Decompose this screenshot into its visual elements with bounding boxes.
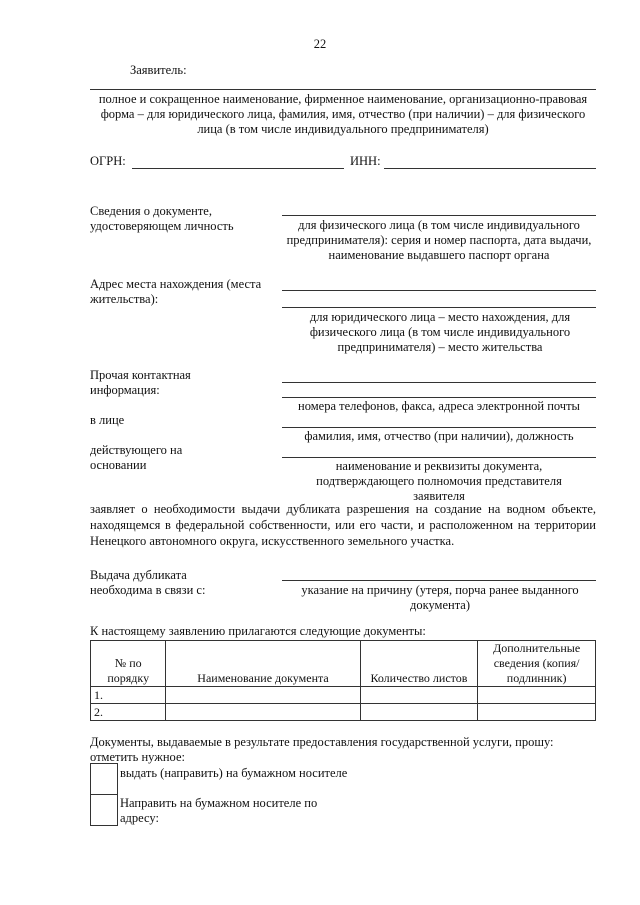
inn-label: ИНН: <box>350 154 381 168</box>
row-1-number: 1. <box>91 687 166 704</box>
table-row <box>91 687 596 704</box>
option-2-checkbox[interactable] <box>90 794 118 826</box>
person-caption: фамилия, имя, отчество (при наличии), должность <box>304 429 574 443</box>
applicant-caption: полное и сокращенное наименование, фирменное наименование, организационно-правовая форма – для юридического лица, фамилия, имя, отчество (при наличии) – для физического лица (в том числе индивидуального предпринимателя) <box>98 92 588 136</box>
contact-caption: номера телефонов, факса, адреса электронной почты <box>298 399 580 413</box>
address-line-1 <box>282 290 596 291</box>
id-doc-caption: для физического лица (в том числе индивидуального предпринимателя): серия и номер паспорта, дата выдачи, наименование выдавшего паспорт органа <box>286 218 592 262</box>
applicant-line <box>90 89 596 90</box>
header-doc-name: Наименование документа <box>166 641 360 687</box>
row-1-doc-name[interactable] <box>166 687 360 704</box>
basis-label: действующего на основании <box>90 443 183 472</box>
basis-line <box>282 457 596 458</box>
option-2-label: Направить на бумажном носителе по адресу: <box>120 796 318 825</box>
address-line-2 <box>282 307 596 308</box>
attachments-intro: К настоящему заявлению прилагаются следующие документы: <box>90 624 426 638</box>
table-row <box>91 704 596 721</box>
reason-line <box>282 580 596 581</box>
row-2-sheets[interactable] <box>360 704 478 721</box>
delivery-intro: Документы, выдаваемые в результате предоставления государственной услуги, прошу: отметить нужное: <box>90 735 554 764</box>
reason-caption: указание на причину (утеря, порча ранее выданного документа) <box>301 583 579 612</box>
address-label: Адрес места нахождения (места жительства): <box>90 277 262 306</box>
ogrn-field <box>132 168 344 169</box>
inn-field <box>384 168 596 169</box>
page-number: 22 <box>313 37 327 51</box>
option-1-label: выдать (направить) на бумажном носителе <box>120 766 348 780</box>
row-1-sheets[interactable] <box>360 687 478 704</box>
contact-label: Прочая контактная информация: <box>90 368 191 397</box>
header-number: № по порядку <box>91 641 166 687</box>
table-header-row <box>91 641 596 687</box>
option-1-checkbox[interactable] <box>90 763 118 795</box>
reason-label: Выдача дубликата необходима в связи с: <box>90 568 206 597</box>
row-1-extra[interactable] <box>478 687 596 704</box>
header-sheets: Количество листов <box>360 641 478 687</box>
id-doc-line <box>282 215 596 216</box>
basis-caption: наименование и реквизиты документа, подтверждающего полномочия представителя заявителя <box>316 459 562 503</box>
header-extra: Дополнительные сведения (копия/подлинник) <box>478 641 596 687</box>
ogrn-label: ОГРН: <box>90 154 126 168</box>
contact-line-1 <box>282 382 596 383</box>
row-2-extra[interactable] <box>478 704 596 721</box>
address-caption: для юридического лица – место нахождения, для физического лица (в том числе индивидуального предпринимателя) – место жительства <box>309 310 571 354</box>
contact-line-2 <box>282 397 596 398</box>
statement-text: заявляет о необходимости выдачи дубликата разрешения на создание на водном объекте, находящемся в федеральной собственности, или его части, и расположенном на территории Ненецкого автономного округа, искусственного земельного участка. <box>90 502 596 548</box>
person-label: в лице <box>90 413 125 427</box>
row-2-doc-name[interactable] <box>166 704 360 721</box>
applicant-label: Заявитель: <box>130 63 187 77</box>
attachments-table <box>90 640 596 721</box>
row-2-number: 2. <box>91 704 166 721</box>
person-line <box>282 427 596 428</box>
id-doc-label: Сведения о документе, удостоверяющем личность <box>90 204 234 233</box>
